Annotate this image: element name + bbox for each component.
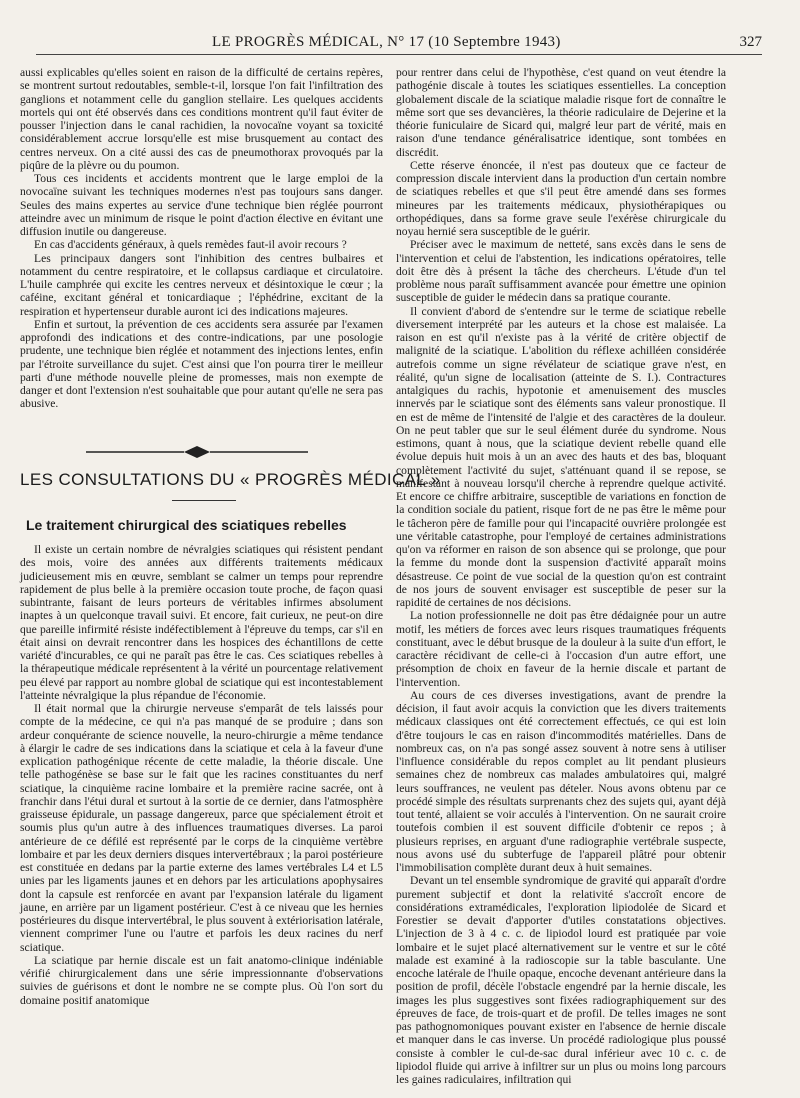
- paragraph: Il convient d'abord de s'entendre sur le terme de sciatique rebelle diversement interprété par les auteurs et la chose est malaisée. La raison en est qu'il n'existe pas à la vérité de critère objectif de malignité de la sciatique. L'abolition du réflexe achilléen considérée autrefois comme un signe révélateur de sciatique grave n'est, en réalité, qu'un signe de localisation (atteinte de S. I.). Contractures antalgiques du rachis, hypotonie et amenuisement des muscles innervés par le sciatique sont des éléments sans valeur pronostique. Il en est de même de l'intensité de l'algie et des caractères de la douleur. On ne peut tabler que sur le seul élément durée du syndrome. Nous estimons, quant à nous, que la sciatique devient rebelle quand elle évolue depuis huit mois à un an avec des hauts et des bas, bloquant complètement l'activité du sujet, s'atténuant quand il se repose, se manifestant à nouveau lorsqu'il cherche à reprendre quelque activité. Et encore ce chiffre arbitraire, susceptible de variations en fonction de la condition sociale du patient, risque fort de ne pas être le même pour le tâcheron père de famille pour qui l'incapacité ouvrière prolongée est une véritable catastrophe, pour l'employé de certaines administrations qu'on va réformer en raison de son absence qui se prolonge, que pour la femme du monde dont la suspension d'activité apparaît moins désastreuse. Ce point de vue social de la question qu'on est contraint de nos jours de souvent envisager est susceptible de peser sur la rapidité de certaines de nos décisions.: [396, 304, 726, 609]
- page-number: 327: [739, 34, 762, 50]
- left-column-bottom: [20, 543, 383, 1007]
- article-title: Le traitement chirurgical des sciatiques rebelles: [26, 517, 347, 533]
- journal-title: LE PROGRÈS MÉDICAL, N° 17 (10 Septembre 1943): [212, 34, 561, 50]
- section-title: LES CONSULTATIONS DU « PROGRÈS MÉDICAL »: [20, 470, 441, 489]
- ornamental-divider: [84, 445, 310, 459]
- paragraph: Tous ces incidents et accidents montrent que le large emploi de la novocaïne suivant les techniques modernes n'est pas toujours sans danger. Seules des mains expertes au service d'une technique bien réglée pourront atteindre avec un minimum de risque le point d'action élective en évitant une diffusion inutile ou dangereuse.: [20, 172, 383, 238]
- paragraph: Au cours de ces diverses investigations, avant de prendre la décision, il faut avoir acquis la conviction que les divers traitements médicaux classiques ont été correctement effectués, ce qui est loin d'être toujours le cas en raison d'incommodités matérielles. Dans de nombreux cas, on n'a pas songé assez souvent à notre sens à utiliser l'influence considérable du repos complet au lit pendant plusieurs semaines chez de nombreux cas malades ambulatoires qui, malgré leurs souffrances, ne veulent pas dételer. Nous avons obtenu par ce procédé simple des résultats surprenants chez des sujets qui, ayant déjà tout tenté, allaient se voir acculés à l'intervention. On ne saurait croire toutefois combien il est souvent difficile d'obtenir ce repos ; à plusieurs reprises, en arguant d'une radiographie vertébrale suspecte, nous avons usé du subterfuge de l'appareil plâtré pour obtenir l'immobilisation complète durant deux à huit semaines.: [396, 688, 726, 874]
- left-column-top: [20, 66, 383, 411]
- paragraph: pour rentrer dans celui de l'hypothèse, c'est quand on veut étendre la pathogénie discale à toutes les sciatiques essentielles. La conception globalement discale de la sciatique maladie risque fort de connaître le même sort que ses devancières, la théorie radiculaire de Dejerine et la théorie funiculaire de Sicard qui, malgré leur part de vérité, mais en raison d'une tendance généralisatrice identique, sont tombées en discrédit.: [396, 66, 726, 159]
- paragraph: Cette réserve énoncée, il n'est pas douteux que ce facteur de compression discale intervient dans la production d'un certain nombre de sciatiques rebelles et que s'il peut être amendé dans ses formes mineures par les traitements médicaux, physiothérapiques ou orthopédiques, dans sa forme grave seule l'exérèse chirurgicale du noyau hernié sera susceptible de le guérir.: [396, 158, 726, 238]
- paragraph: aussi explicables qu'elles soient en raison de la difficulté de certains repères, se montrent surtout redoutables, semble-t-il, lorsque l'on fait l'infiltration des ganglions et notamment celle du ganglion stellaire. Les quelques accidents mortels qui ont été observés dans ces conditions montrent qu'il faut éviter de pousser l'injection dans le canal rachidien, la novocaïne voyant sa toxicité considérablement accrue lorsqu'elle est mise brusquement au contact des centres nerveux. On a cité aussi des cas de pneumothorax provoqués par la piqûre de la plèvre ou du poumon.: [20, 66, 383, 172]
- right-column: [396, 66, 726, 1086]
- paragraph: La sciatique par hernie discale est un fait anatomo-clinique indéniable vérifié chirurgicalement dans une série impressionnante d'observations suivies de guérisons et dont le nombre ne se compte plus. Où l'on sort du domaine positif anatomique: [20, 953, 383, 1007]
- paragraph: Devant un tel ensemble syndromique de gravité qui apparaît d'ordre purement subjectif et dont la relativité s'accroît encore de considérations extramédicales, l'exploration lipiodolée de Sicard et Forestier se devait d'apporter d'utiles constatations objectives. L'injection de 3 à 4 c. c. de lipiodol lourd est pratiquée par voie lombaire et le sujet placé alternativement sur le ventre et sur le côté malade est examiné à la radioscopie sur la table basculante. Une encoche latérale de l'huile opaque, encoche devenant antérieure dans la position de profil, décèle l'obstacle engendré par la hernie discale, les images les plus suggestives sont fixées radiographiquement sur des épreuves de face, de trois-quart et de profil. De telles images ne sont pas pathognomoniques pouvant exister en l'absence de hernie discale et manquer dans le cas inverse. Un procédé radiologique plus poussé consiste à combler le cul-de-sac dural inférieur avec 10 c. c. de lipiodol fluide qui arrive à infiltrer sur un plus ou moins long parcours les gaines radiculaires, infiltration qui: [396, 874, 726, 1086]
- paragraph: En cas d'accidents généraux, à quels remèdes faut-il avoir recours ?: [34, 238, 347, 252]
- paragraph: La notion professionnelle ne doit pas être dédaignée pour un autre motif, les métiers de forces avec leurs risques traumatiques fréquents constituant, avec le début brusque de la douleur à la suite d'un effort, le caractère récidivant de celle-ci à l'occasion d'un autre effort, une présomption de choix en faveur de la hernie discale et partant de l'intervention.: [396, 609, 726, 689]
- paragraph: Préciser avec le maximum de netteté, sans excès dans le sens de l'intervention et celui de l'abstention, les indications opératoires, telle doit être dès à présent la tâche des chercheurs. L'étude d'un tel problème nous paraît suffisamment avancée pour émettre une opinion susceptible de guider le médecin dans sa pratique courante.: [396, 238, 726, 305]
- paragraph: Il existe un certain nombre de névralgies sciatiques qui résistent pendant des mois, voire des années aux différents traitements médicaux judicieusement mis en œuvre, semblant se calmer un temps pour reprendre rapidement de plus belle à la première occasion toute proche, de façon quasi subintrante, faisant de leurs porteurs de véritables infirmes absolument inaptes à un quelconque travail suivi. Et encore, fait curieux, ne peut-on dire que pareille infirmité résiste indéfectiblement à l'épreuve du temps, car s'il en était ainsi on devrait rencontrer dans les hospices des échantillons de cette variété d'incurables, ce qui ne paraît pas être le cas. Ces sciatiques rebelles à la thérapeutique médicale représentent à la vérité un pourcentage relativement peu élevé par rapport au nombre global de sciatique qui est incontestablement l'atteinte névralgique la plus répandue de l'économie.: [20, 543, 383, 702]
- paragraph: Enfin et surtout, la prévention de ces accidents sera assurée par l'examen approfondi des indications et des contre-indications, par une posologie prudente, une technique bien réglée et notamment des injections lentes, enfin par l'étroite surveillance du sujet. C'est ainsi que l'on pourra tirer le meilleur parti d'une méthode nouvelle pleine de promesses, mais non exempte de danger et dont l'extension n'est souhaitable que pour autant qu'elle ne sera pas abusive.: [20, 317, 383, 411]
- paragraph: Les principaux dangers sont l'inhibition des centres bulbaires et notamment du centre respiratoire, et le collapsus cardiaque et circulatoire. L'huile camphrée qui excite les centres nerveux et désintoxique le cœur ; la caféine, excitant général et tonicardiaque ; l'éphédrine, excitant de la respiration et hypertenseur durable auront ici des indications majeures.: [20, 251, 383, 318]
- section-rule: [172, 500, 236, 501]
- running-header: [36, 34, 762, 55]
- paragraph: Il était normal que la chirurgie nerveuse s'emparât de tels laissés pour compte de la médecine, ce qui n'a pas manqué de se produire ; dans son ardeur conquérante de science nouvelle, la neuro-chirurgie a même tendance à élargir le cadre de ses indications dans la sciatique et cela à la faveur d'une explication pathogénique récente de cette maladie, la théorie discale. Une telle pathogénèse se base sur le fait que les racines constituantes du nerf sciatique, la cinquième racine lombaire et la première racine sacrée, ont à franchir dans l'étui dural et surtout à la sortie de ce dernier, dans l'atmosphère graisseuse épidurale, un passage dangereux, parce que spécialement étroit et soumis plus qu'un autre à des influences traumatiques diverses. La paroi antérieure de ce défilé est représenté par le corps de la cinquième vertèbre lombaire et par les deux derniers disques intervertébraux ; la paroi postérieure est constituée en dedans par la partie externe des lames vertébrales L4 et L5 unies par les ligaments jaunes et en dehors par les articulations apophysaires dont la capsule est renforcée en avant par l'expansion latérale du ligament jaune, en arrière par un ligament postérieur. C'est à ce niveau que les hernies postérieures du disque intervertébral, le plus souvent à extériorisation latérale, viennent comprimer l'une ou l'autre et parfois les deux racines du nerf sciatique.: [20, 702, 383, 954]
